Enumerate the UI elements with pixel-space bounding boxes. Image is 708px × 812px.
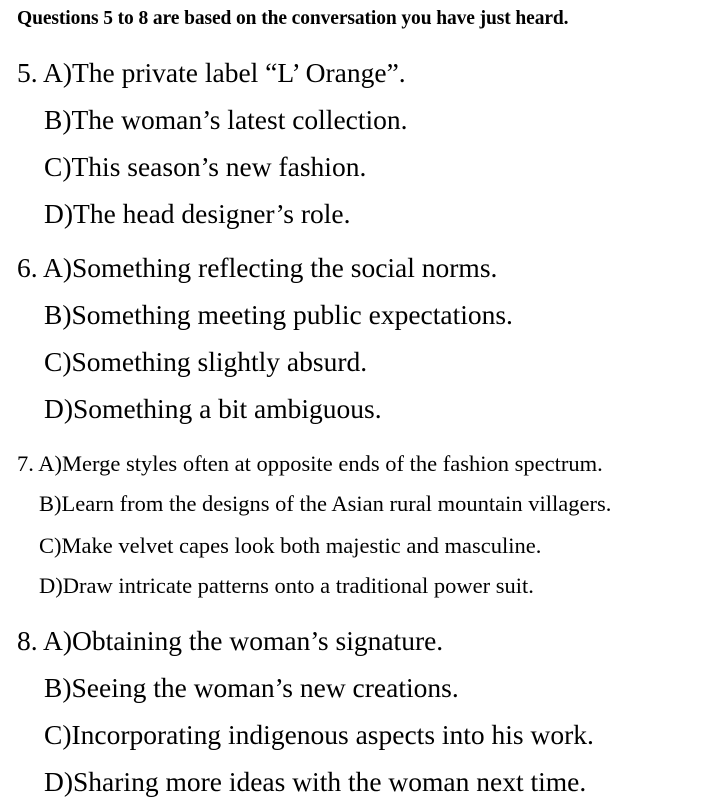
question-8-option-b: B)Seeing the woman’s new creations. bbox=[44, 672, 459, 703]
question-5-option-d: D)The head designer’s role. bbox=[44, 198, 351, 229]
question-8-option-c: C)Incorporating indigenous aspects into his work. bbox=[44, 719, 594, 750]
question-5-option-c: C)This season’s new fashion. bbox=[44, 151, 367, 182]
question-8-option-a: 8. A)Obtaining the woman’s signature. bbox=[17, 625, 444, 656]
question-8-option-d: D)Sharing more ideas with the woman next time. bbox=[44, 766, 587, 797]
question-7-option-c: C)Make velvet capes look both majestic and masculine. bbox=[39, 533, 542, 558]
question-5-option-b: B)The woman’s latest collection. bbox=[44, 104, 408, 135]
question-5-option-a: 5. A)The private label “L’ Orange”. bbox=[17, 57, 406, 88]
question-7-option-a: 7. A)Merge styles often at opposite ends of the fashion spectrum. bbox=[17, 451, 603, 476]
question-6-option-d: D)Something a bit ambiguous. bbox=[44, 393, 382, 424]
question-7-option-d: D)Draw intricate patterns onto a traditional power suit. bbox=[39, 573, 534, 598]
question-6-option-b: B)Something meeting public expectations. bbox=[44, 299, 513, 330]
question-6-option-a: 6. A)Something reflecting the social norms. bbox=[17, 252, 498, 283]
question-7-option-b: B)Learn from the designs of the Asian rural mountain villagers. bbox=[39, 491, 612, 516]
question-6-option-c: C)Something slightly absurd. bbox=[44, 346, 368, 377]
section-heading: Questions 5 to 8 are based on the conversation you have just heard. bbox=[17, 8, 569, 29]
